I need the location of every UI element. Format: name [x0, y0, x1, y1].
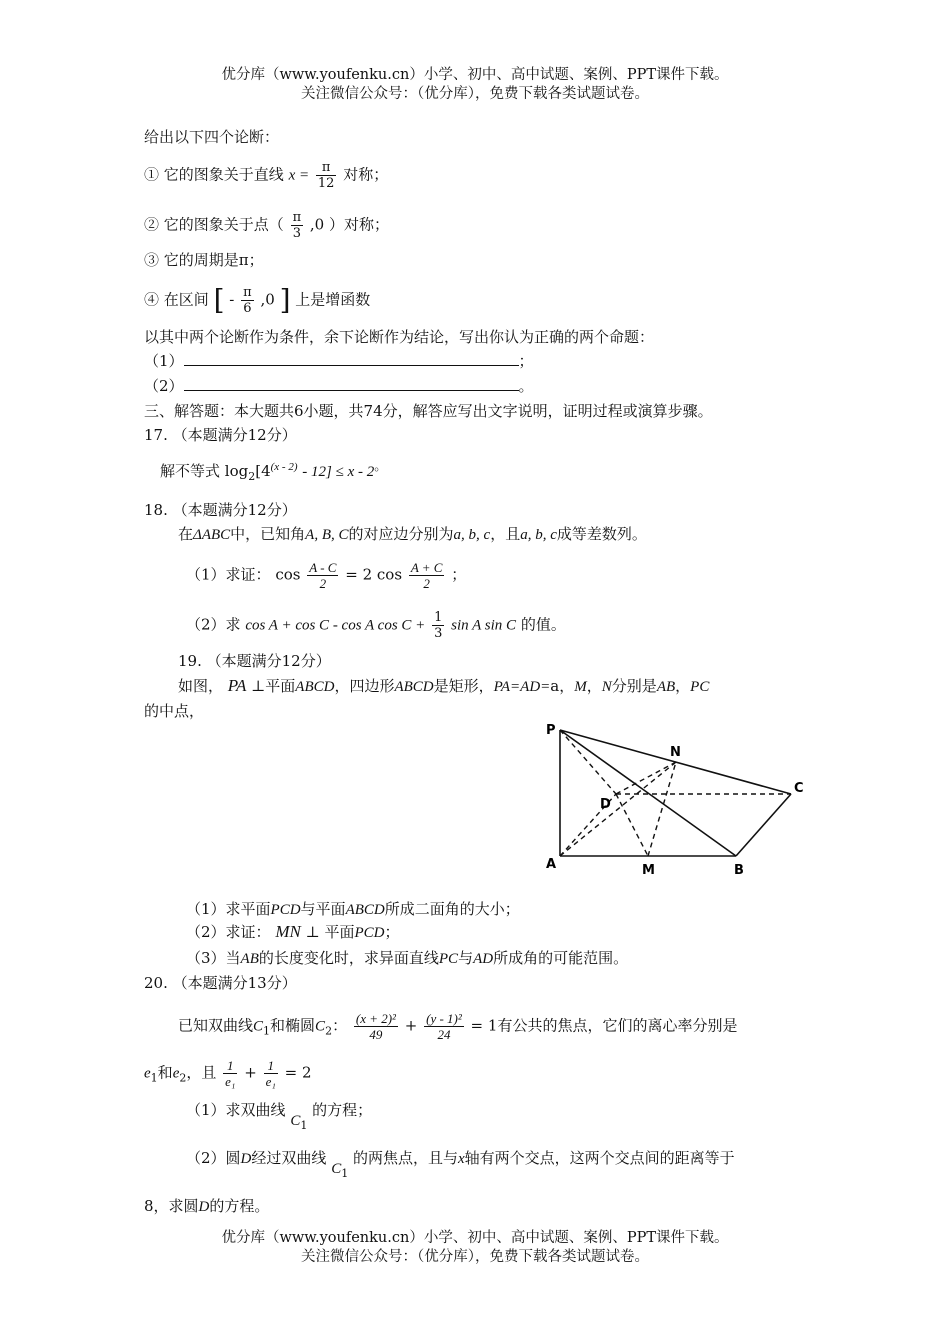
- intro-text: 给出以下四个论断：: [144, 128, 280, 146]
- footer-line-2: 关注微信公众号：（优分库），免费下载各类试题试卷。: [301, 1249, 649, 1265]
- q19-title: 19. （本题满分12分）: [178, 652, 331, 670]
- instruction-text: 以其中两个论断作为条件，余下论断作为结论，写出你认为正确的两个命题：: [144, 328, 655, 346]
- pyramid-figure: [536, 718, 816, 878]
- section-3-heading: 三、解答题：本大题共6小题，共74分，解答应写出文字说明，证明过程或演算步骤。: [144, 402, 713, 420]
- answer-blank-2: （2） 。: [144, 377, 534, 395]
- q20-body-2: $e_1$和$e_2$，且 $\frac{1}{\text{e₁}}$ + $\frac{1}{\text{e₁}}$ = 2: [144, 1058, 312, 1089]
- segment-MN: [648, 762, 676, 856]
- q18-title: 18. （本题满分12分）: [144, 501, 297, 519]
- claim-2: ② 它的图象关于点（ $\frac{\pi}{3}$ ,0 ）对称；: [144, 210, 389, 241]
- segment-DN: [616, 762, 676, 794]
- answer-line[interactable]: [184, 351, 519, 366]
- q18-body: 在ΔABC中，已知角A, B, C的对应边分别为a, b, c，且a, b, c成等差数列。: [178, 525, 647, 543]
- claim-3: ③ 它的周期是π；: [144, 251, 264, 269]
- label-P: P: [546, 723, 556, 738]
- fraction: $\frac{\pi}{6}$: [243, 285, 252, 316]
- answer-blank-1: （1） ；: [144, 352, 534, 370]
- page-footer: [0, 1229, 950, 1267]
- label-C: C: [794, 781, 804, 796]
- label-M: M: [642, 863, 655, 878]
- fraction: $\frac{\pi}{3}$: [292, 210, 302, 241]
- claim-1: ① 它的图象关于直线 x = $\frac{\pi}{12}$ 对称；: [144, 160, 389, 191]
- edge-PD: [560, 730, 616, 794]
- left-bracket: [: [213, 283, 225, 317]
- q19-part-2: （2）求证： MN ⊥ 平面PCD；: [186, 922, 400, 941]
- fraction: $\frac{\text{(x + 2)²}}{49}$: [355, 1011, 396, 1042]
- label-A: A: [546, 857, 557, 872]
- fraction: $\frac{A + C}{2}$: [410, 560, 443, 591]
- header-line-2: 关注微信公众号：（优分库），免费下载各类试题试卷。: [301, 86, 649, 102]
- segment-AN: [560, 762, 676, 856]
- label-B: B: [734, 863, 744, 878]
- fraction: $\frac{\text{(y - 1)²}}{24}$: [426, 1011, 462, 1042]
- q20-title: 20. （本题满分13分）: [144, 974, 297, 992]
- q19-body: 如图， PA ⊥平面ABCD，四边形ABCD是矩形，PA=AD=a，M，N分别是AB，PC: [178, 676, 710, 695]
- fraction: $\frac{A - C}{2}$: [309, 560, 337, 591]
- page-header: [0, 66, 950, 104]
- fraction: $\frac{\pi}{12}$: [317, 160, 335, 191]
- claim-4: ④ 在区间 [ - $\frac{\pi}{6}$ ,0 ] 上是增函数: [144, 283, 371, 317]
- footer-line-1: 优分库（www.youfenku.cn）小学、初中、高中试题、案例、PPT课件下载。: [221, 1230, 729, 1246]
- q19-part-1: （1）求平面PCD与平面ABCD所成二面角的大小；: [186, 900, 520, 918]
- header-line-1: 优分库（www.youfenku.cn）小学、初中、高中试题、案例、PPT课件下载。: [221, 67, 729, 83]
- q18-part-1: （1）求证： cos $\frac{A - C}{2}$ = 2 cos $\frac{A + C}{2}$ ；: [186, 560, 467, 591]
- label-N: N: [670, 745, 681, 760]
- q20-body-3: 8，求圆D的方程。: [144, 1197, 270, 1215]
- q20-part-2: （2）圆D经过双曲线 $C_1$ 的两焦点，且与x轴有两个交点，这两个交点间的距离等于: [186, 1149, 735, 1180]
- edge-BC: [736, 794, 791, 856]
- q20-part-1: （1）求双曲线 $C_1$ 的方程；: [186, 1101, 373, 1132]
- fraction: $\frac{1}{\text{e₁}}$: [225, 1058, 236, 1089]
- q17-body: 解不等式 $\log_2[4^{(x - 2)} - 12] \le x - 2^。$: [160, 458, 387, 483]
- fraction: $\frac{1}{\text{e₁}}$: [265, 1058, 276, 1089]
- label-D: D: [600, 797, 611, 812]
- answer-line[interactable]: [184, 376, 519, 391]
- q20-body: 已知双曲线$C_1$和椭圆$C_2$： $\frac{\text{(x + 2)²}}{49}$ + $\frac{\text{(y - 1)²}}{24}$ = 1有公共的焦点，它们的离心率分别是: [178, 1011, 738, 1042]
- fraction: $\frac{1}{3}$: [434, 610, 443, 641]
- q18-part-2: （2）求 cos A + cos C - cos A cos C + $\frac{1}{3}$ sin A sin C 的值。: [186, 610, 566, 641]
- segment-DM: [616, 794, 648, 856]
- right-bracket: ]: [279, 283, 291, 317]
- edge-PB: [560, 730, 736, 856]
- q17-title: 17. （本题满分12分）: [144, 426, 297, 444]
- q19-part-3: （3）当AB的长度变化时，求异面直线PC与AD所成角的可能范围。: [186, 949, 629, 967]
- q19-body-2: 的中点，: [144, 702, 205, 720]
